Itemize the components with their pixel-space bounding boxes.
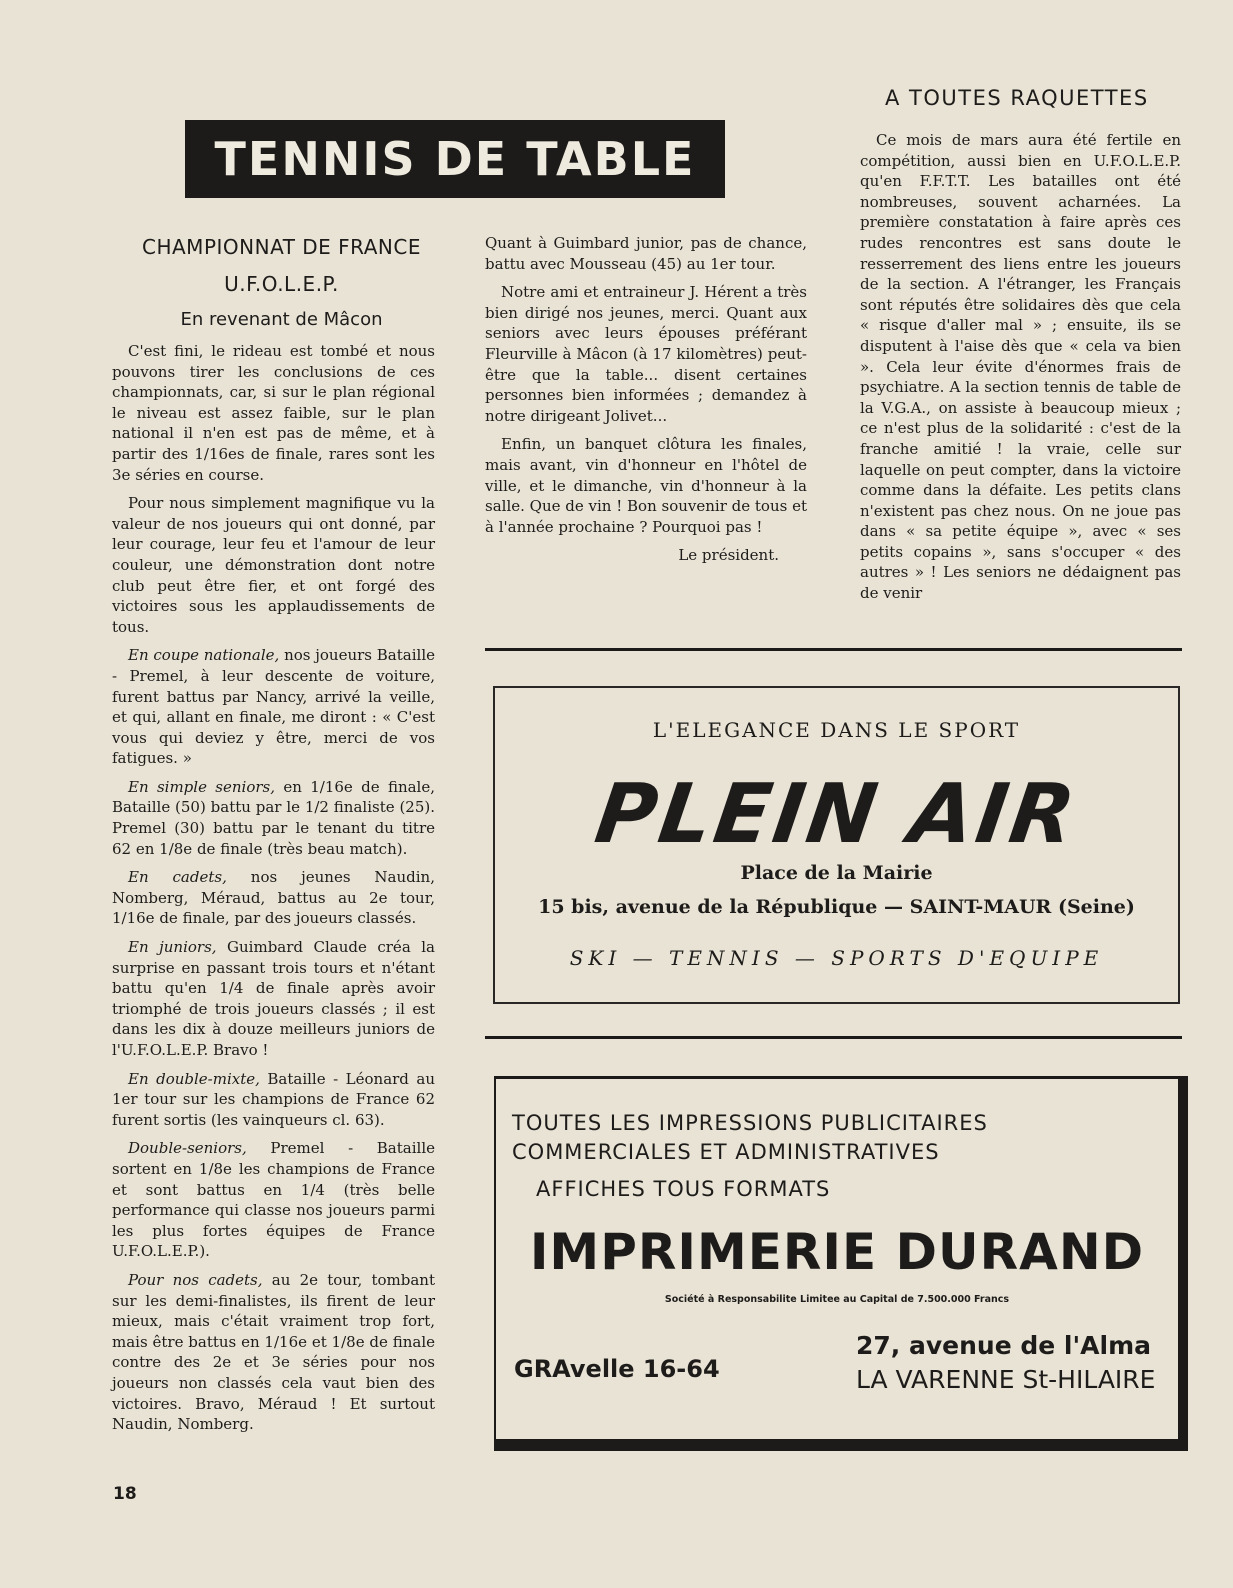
paragraph-lead: En simple seniors,	[128, 777, 275, 796]
ad-services	[512, 1109, 988, 1204]
paragraph	[112, 937, 435, 1061]
ad-address-line	[856, 1329, 1155, 1363]
paragraph: Ce mois de mars aura été fertile en compétition, aussi bien en U.F.O.L.E.P. qu'en F.F.T.T. Les batailles ont été nombreuses, souvent acharnées. La première constatation à faire après ces rudes rencontres est sans doute le resserrement des liens entre les joueurs de la section. A l'étranger, les Français sont réputés être solidaires dès que cela « risque d'aller mal » ; ensuite, ils se disputent à l'aise dès que « cela va bien ». Cela leur évite d'énormes frais de psychiatre. A la section tennis de table de la V.G.A., on assiste à beaucoup mieux ; ce n'est plus de la solidarité : c'est de la franche amitié ! la vraie, celle sur laquelle on peut compter, dans la victoire comme dans la défaite. Les petits clans n'existent pas chez nous. On ne joue pas dans « sa petite équipe », avec « ses petits copains », sans s'occuper « des autres » ! Les seniors ne dédaignent pas de venir	[860, 131, 1181, 603]
ad-sports: SKI — TENNIS — SPORTS D'EQUIPE	[569, 946, 1104, 970]
banner-title: TENNIS DE TABLE	[214, 132, 696, 186]
section-banner	[185, 120, 725, 198]
article-column-1	[112, 233, 435, 1435]
article-subtitle: U.F.O.L.E.P.	[224, 272, 339, 296]
ad-line: TOUTES LES IMPRESSIONS PUBLICITAIRES	[512, 1111, 988, 1135]
ad-company-name: IMPRIMERIE DURAND	[529, 1223, 1145, 1281]
paragraph	[112, 645, 435, 769]
ad-imprimerie-durand	[494, 1076, 1188, 1451]
ad-address-city: LA VARENNE St-HILAIRE	[856, 1365, 1156, 1394]
paragraph-text: au 2e tour, tombant sur les demi-finalistes, ils firent de leur mieux, mais c'était vraiment trop fort, mais être battus en 1/16e et 1/8e de finale contre des 2e et 3e séries pour nos joueurs non classés cela vaut bien des victoires. Bravo, Méraud ! Et surtout Naudin, Nomberg.	[112, 1270, 435, 1434]
paragraph-text: Bataille - Léonard au 1er tour sur les champions de France 62 furent sortis (les vainqueurs cl. 63).	[112, 1069, 436, 1129]
paragraph-text: nos joueurs Bataille - Premel, à leur descente de voiture, furent battus par Nancy, arrivé la veille, et qui, allant en finale, me diront : « C'est vous qui deviez y être, merci de vos fatigues. »	[112, 646, 435, 768]
ad-line: AFFICHES TOUS FORMATS	[536, 1177, 831, 1201]
divider	[485, 648, 1182, 651]
paragraph-text: Premel - Bataille sortent en 1/8e les champions de France et sont battus en 1/4 (très belle performance qui classe nos joueurs parmi les plus fortes équipes de France U.F.O.L.E.P.).	[112, 1139, 435, 1261]
paragraph	[112, 867, 435, 929]
page-number: 18	[113, 1484, 137, 1504]
paragraph	[112, 1069, 435, 1131]
ad-address-street: 27, avenue de l'Alma	[856, 1331, 1151, 1360]
paragraph	[112, 777, 435, 859]
article-column-3	[860, 130, 1181, 604]
ad-brand: PLEIN AIR	[589, 767, 1084, 862]
paragraph-text: nos jeunes Naudin, Nomberg, Méraud, battus au 2e tour, 1/16e de finale, par des joueurs classés.	[112, 868, 435, 928]
paragraph: C'est fini, le rideau est tombé et nous pouvons tirer les conclusions de ces championnats, car, si sur le plan régional le niveau est assez faible, sur le plan national il n'en est pas de même, et à partir des 1/16es de finale, rares sont les 3e séries en course.	[112, 342, 435, 484]
ad-address	[856, 1329, 1155, 1397]
paragraph-text: Guimbard Claude créa la surprise en passant trois tours et n'étant battu qu'en 1/4 de finale après avoir triomphé de trois joueurs classés ; il est dans les dix à douze meilleurs juniors de l'U.F.O.L.E.P. Bravo !	[112, 938, 435, 1059]
signature: Le président.	[678, 546, 779, 565]
paragraph: Pour nous simplement magnifique vu la valeur de nos joueurs qui ont donné, par leur courage, leur feu et l'amour de leur couleur, une démonstration dont notre club peut être fier, et ont forgé des victoires sous les applaudissements de tous.	[112, 494, 435, 636]
divider	[485, 1036, 1182, 1039]
article-title: CHAMPIONNAT DE FRANCE	[142, 235, 421, 259]
paragraph-lead: En cadets,	[128, 868, 227, 887]
paragraph: Enfin, un banquet clôtura les finales, mais avant, vin d'honneur en l'hôtel de ville, et le dimanche, vin d'honneur à la salle. Que de vin ! Bon souvenir de tous et à l'année prochaine ? Pourquoi pas !	[485, 435, 807, 536]
paragraph: Notre ami et entraineur J. Hérent a très bien dirigé nos jeunes, merci. Quant aux seniors avec leurs épouses préférant Fleurville à Mâcon (à 17 kilomètres) peut-être que la table... disent certaines personnes bien informées ; demandez à notre dirigeant Jolivet...	[485, 283, 807, 425]
paragraph	[112, 1270, 435, 1435]
ad-phone: GRAvelle 16-64	[514, 1355, 720, 1383]
paragraph	[112, 1138, 435, 1262]
paragraph-text: en 1/16e de finale, Bataille (50) battu par le 1/2 finaliste (25). Premel (30) battu par le tenant du titre 62 en 1/8e de finale (très beau match).	[112, 777, 436, 858]
article-heading: En revenant de Mâcon	[180, 309, 383, 330]
ad-address: 15 bis, avenue de la République — SAINT-MAUR (Seine)	[538, 896, 1135, 918]
paragraph-lead: En coupe nationale,	[128, 646, 280, 665]
paragraph-lead: Double-seniors,	[128, 1139, 247, 1158]
paragraph-lead: Pour nos cadets,	[128, 1270, 263, 1289]
ad-place: Place de la Mairie	[740, 862, 933, 884]
column-3-title: A TOUTES RAQUETTES	[885, 86, 1149, 110]
paragraph-lead: En double-mixte,	[128, 1069, 260, 1088]
ad-legal-notice: Société à Responsabilite Limitee au Capital de 7.500.000 Francs	[664, 1294, 1010, 1305]
paragraph-lead: En juniors,	[128, 938, 217, 957]
article-column-2	[485, 233, 807, 574]
ad-tagline: L'ELEGANCE DANS LE SPORT	[652, 718, 1021, 742]
ad-plein-air	[493, 686, 1180, 1004]
ad-line: COMMERCIALES ET ADMINISTRATIVES	[512, 1140, 940, 1164]
paragraph: Quant à Guimbard junior, pas de chance, battu avec Mousseau (45) au 1er tour.	[485, 234, 807, 273]
